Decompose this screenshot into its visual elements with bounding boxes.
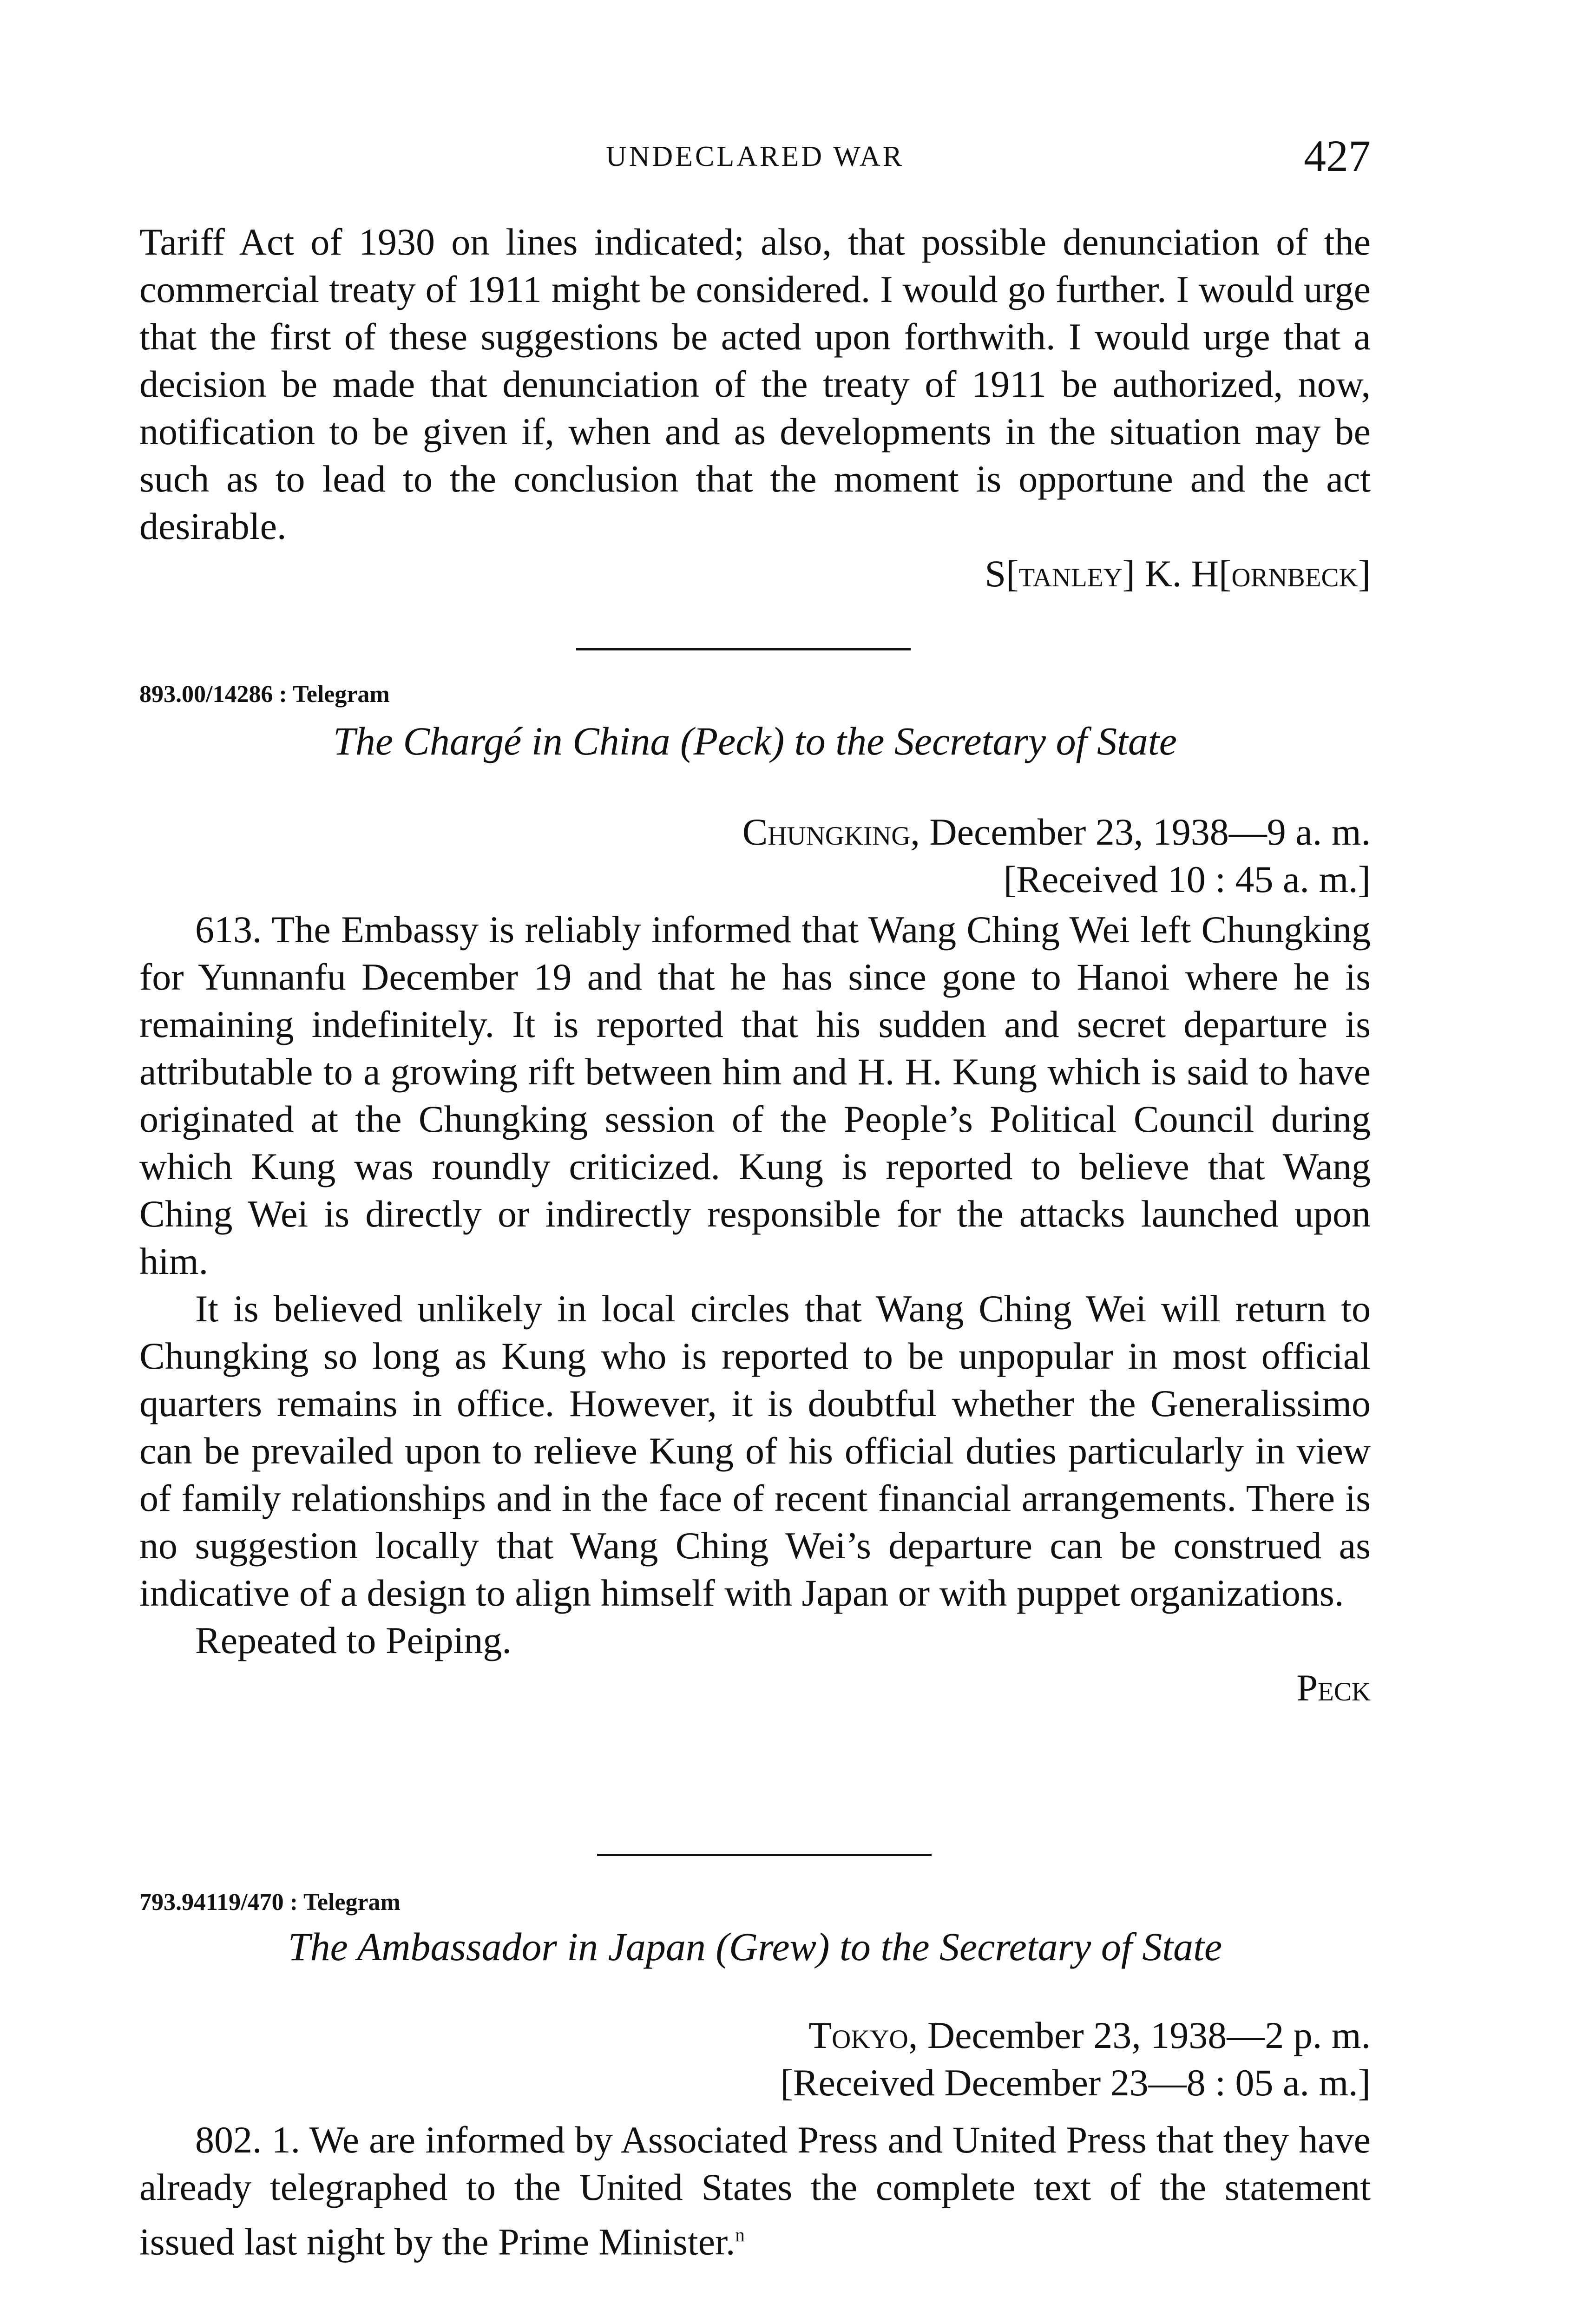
telegram-body xyxy=(139,2116,1371,2265)
telegram-paragraph: Repeated to Peiping. xyxy=(195,1619,512,1661)
section-divider xyxy=(576,648,911,650)
telegram-paragraph: 613. The Embassy is reliably informed that Wang Ching Wei left Chungking for Yunnanfu December 19 and that he has since gone to Hanoi where he is remaining indefinitely. It is reported that his sudden and secret departure is attributable to a growing rift between him and H. H. Kung which is said to have originated at the Chungking session of the People’s Political Council during which Kung was roundly criticized. Kung is reported to believe that Wang Ching Wei is directly or indirectly responsible for the attacks launched upon him. xyxy=(139,908,1371,1282)
paragraph-text: 802. 1. We are informed by Associated Press and United Press that they have already telegraphed to the United States the complete text of the statement issued last night by the Prime Minister. xyxy=(139,2119,1371,2263)
document-id: 893.00/14286 : Telegram xyxy=(139,681,390,708)
telegram-paragraph xyxy=(139,2116,1371,2265)
document-title: The Chargé in China (Peck) to the Secretary of State xyxy=(333,719,1177,763)
dateline-city: Tokyo, xyxy=(808,2014,918,2056)
telegram-signature: Peck xyxy=(1296,1667,1371,1709)
page-number: 427 xyxy=(1304,131,1371,181)
page-header xyxy=(139,130,1371,186)
memo-continuation xyxy=(139,218,1371,597)
received-note: [Received December 23—8 : 05 a. m.] xyxy=(780,2061,1371,2104)
memo-signature: S[tanley] K. H[ornbeck] xyxy=(985,552,1371,595)
document-id: 793.94119/470 : Telegram xyxy=(139,1889,401,1916)
running-head: UNDECLARED WAR xyxy=(605,141,905,172)
dateline xyxy=(780,2012,1371,2106)
document-title: The Ambassador in Japan (Grew) to the Secretary of State xyxy=(288,1924,1222,1969)
telegram-body xyxy=(139,906,1371,1712)
dateline-date: December 23, 1938—9 a. m. xyxy=(929,811,1371,853)
dateline xyxy=(742,808,1371,903)
memo-paragraph: Tariff Act of 1930 on lines indicated; also, that possible denunciation of the commercial treaty of 1911 might be considered. I would go further. I would urge that the first of these suggestions be acted upon forthwith. I would urge that a decision be made that denunciation of the treaty of 1911 be authorized, now, notification to be given if, when and as developments in the situation may be such as to lead to the conclusion that the moment is opportune and the act desirable. xyxy=(139,221,1371,547)
dateline-city: Chungking, xyxy=(742,811,920,853)
received-note: [Received 10 : 45 a. m.] xyxy=(1003,858,1371,900)
telegram-paragraph: It is believed unlikely in local circles that Wang Ching Wei will return to Chungking so long as Kung who is reported to be unpopular in most official quarters remains in office. However, it is doubtful whether the Generalissimo can be prevailed upon to relieve Kung of his official duties particularly in view of family relationships and in the face of recent financial arrangements. There is no suggestion locally that Wang Ching Wei’s departure can be construed as indicative of a design to align himself with Japan or with puppet organizations. xyxy=(139,1287,1371,1614)
dateline-date: December 23, 1938—2 p. m. xyxy=(927,2014,1371,2056)
footnote-reference: n xyxy=(735,2224,745,2245)
section-divider xyxy=(597,1854,932,1856)
